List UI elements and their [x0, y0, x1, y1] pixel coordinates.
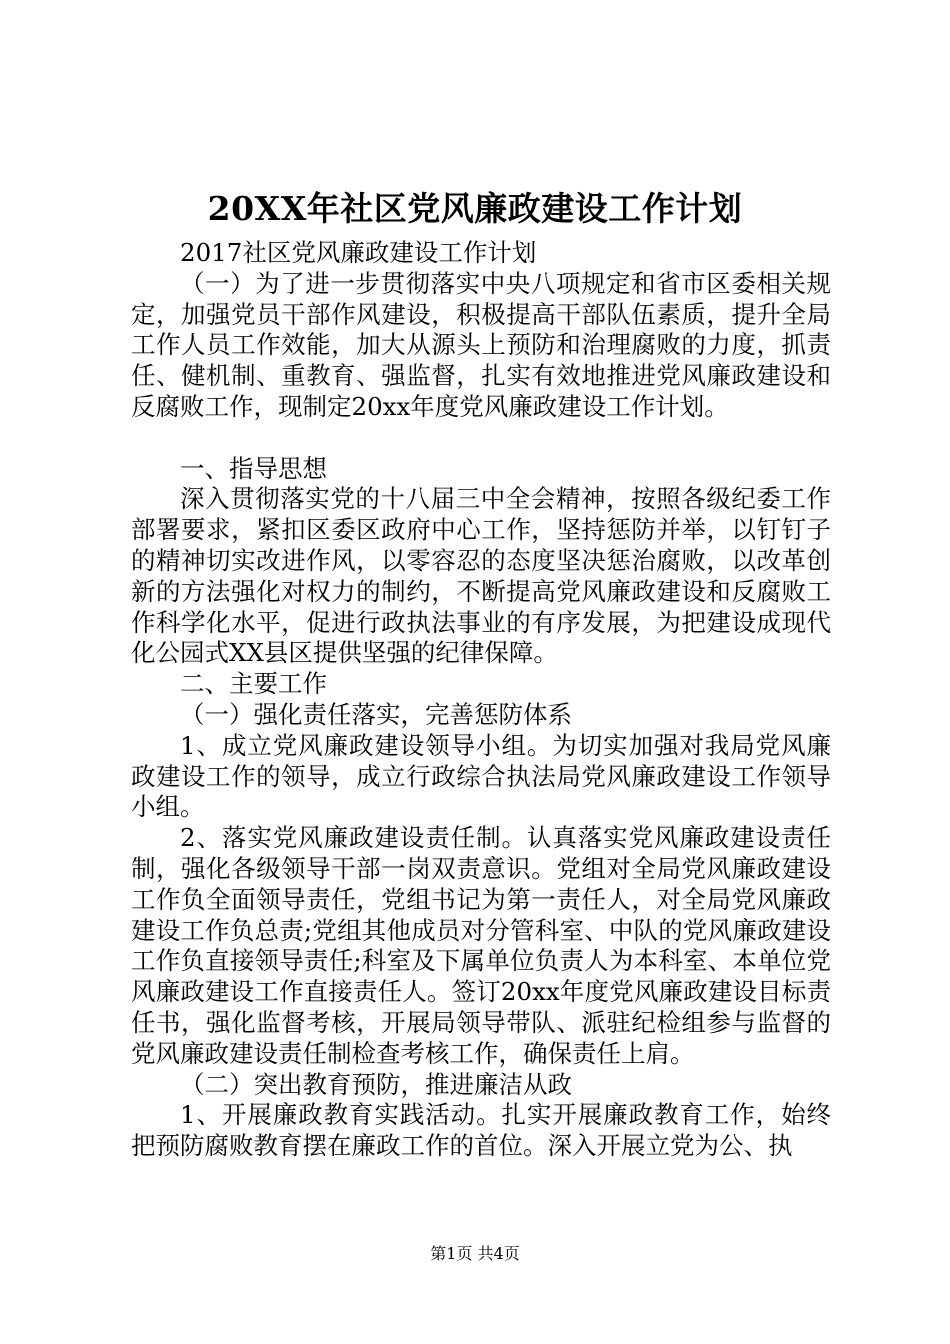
- body-paragraph-intro: （一）为了进一步贯彻落实中央八项规定和省市区委相关规定，加强党员干部作风建设，积极提高干部队伍素质，提升全局工作人员工作效能，加大从源头上预防和治理腐败的力度，抓责任、健机制、重教育、强监督，扎实有效地推进党风廉政建设和反腐败工作，现制定20xx年度党风廉政建设工作计划。: [131, 268, 831, 421]
- body-paragraph-leadership-group: 1、成立党风廉政建设领导小组。为切实加强对我局党风廉政建设工作的领导，成立行政综合执法局党风廉政建设工作领导小组。: [131, 730, 831, 822]
- body-paragraph-subtitle: 2017社区党风廉政建设工作计划: [180, 238, 537, 267]
- section-heading-guiding-ideology: 一、指导思想: [180, 453, 327, 483]
- document-title: 20XX年社区党风廉政建设工作计划: [207, 189, 743, 228]
- body-paragraph-guiding-ideology: 深入贯彻落实党的十八届三中全会精神，按照各级纪委工作部署要求，紧扣区委区政府中心工作，坚持惩防并举，以钉钉子的精神切实改进作风，以零容忍的态度坚决惩治腐败，以改革创新的方法强化对权力的制约，不断提高党风廉政建设和反腐败工作科学化水平，促进行政执法事业的有序发展，为把建设成现代化公园式XX县区提供坚强的纪律保障。: [131, 484, 831, 668]
- document-body: [131, 238, 831, 1162]
- body-paragraph-education-activities: 1、开展廉政教育实践活动。扎实开展廉政教育工作，始终把预防腐败教育摆在廉政工作的首位。深入开展立党为公、执: [131, 1100, 831, 1161]
- page-footer: 第1页 共4页: [430, 1244, 520, 1263]
- body-paragraph-responsibility-system: 2、落实党风廉政建设责任制。认真落实党风廉政建设责任制，强化各级领导干部一岗双责意识。党组对全局党风廉政建设工作负全面领导责任，党组书记为第一责任人，对全局党风廉政建设工作负总责;党组其他成员对分管科室、中队的党风廉政建设工作负直接领导责任;科室及下属单位负责人为本科室、本单位党风廉政建设工作直接责任人。签订20xx年度党风廉政建设目标责任书，强化监督考核，开展局领导带队、派驻纪检组参与监督的党风廉政建设责任制检查考核工作，确保责任上肩。: [131, 823, 831, 1068]
- section-heading-main-work: 二、主要工作: [180, 669, 327, 699]
- subsection-heading-education: （二）突出教育预防，推进廉洁从政: [180, 1069, 572, 1099]
- subsection-heading-responsibility: （一）强化责任落实，完善惩防体系: [180, 699, 572, 729]
